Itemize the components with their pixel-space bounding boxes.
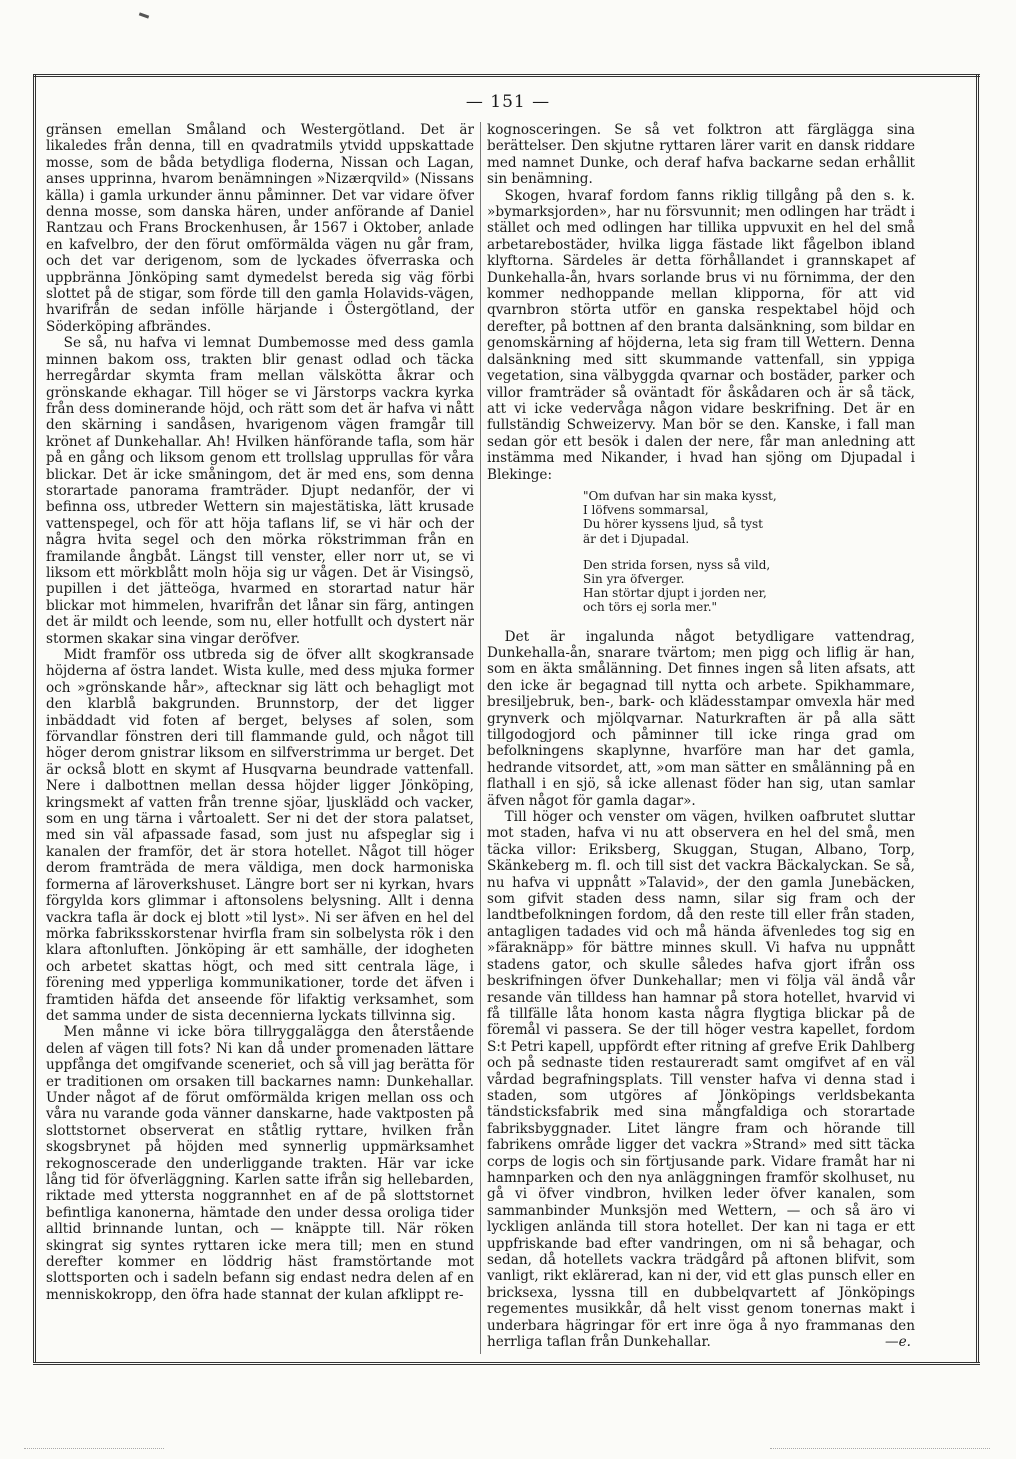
frame-left-rule [33,74,39,1362]
paragraph: Till höger och venster om vägen, hvilken oafbrutet sluttar mot staden, hafva vi nu att observera en hel del små, men täcka villor: Eriksberg, Skuggan, Stugan, Albano, Torp, Skänkeberg m. fl. och till sist det vackra Bäckalyckan. Se så, nu hafva vi uppnått »Talavid», der den gamla Junebäcken, som gifvit staden dess namn, silar sig fram och der landtbefolkningen fordom, då den reste till eller från staden, antagligen tadades vid och må hända äfvenledes tog sig en »färaknäpp» för bättre minnes skull. Vi hafva nu uppnått stadens gator, och skulle således hafva gjort ifrån oss beskrifningen öfver Dunkehallar; men vi följa väl ändå vår resande vän tilldess han hamnar på stora hotellet, hvarvid vi få tillfälle låta honom kasta några flygtiga blickar på de föremål vi passera. Se der till höger vestra kapellet, fordom S:t Petri kapell, uppfördt efter ritning af grefve Erik Dahlberg och på sednaste tiden restaureradt samt omgifvet af en väl vårdad begrafningsplats. Till venster hafva vi denna stad i staden, som utgöres af Jönköpings verldsbekanta tändsticksfabrik med sina mångfaldiga och storartade fabriksbyggnader. Litet längre fram och hörande till fabrikens område ligger det vackra »Strand» med sitt täcka corps de logis och sin förtjusande park. Vidare framåt har ni hamnparken och den nya anläggningen framför skolhuset, nu gå vi öfver vindbron, hvilken leder öfver kanalen, som sammanbinder Munksjön med Wettern, — och så äro vi lyckligen anlända till stora hotellet. Der kan ni taga er ett uppfriskande bad efter vandringen, om ni så behagar, och sedan, då hotellets vackra trädgård på aftonen blifvit, som vanligt, rikt eklärerad, kan ni der, vid ett glas punsch eller en bricksexa, lyssna till en dubbelqvartett af Jönköpings regementes musikkår, då helt visst genom tonernas makt i underbara hägringar för ert inre öga å nyo frammanas den herrliga taflan från Dunkehallar. [487,809,915,1351]
poem-line: I löfvens sommarsal, [583,503,709,518]
author-signature: —e. [885,1334,911,1351]
paragraph: Midt framför oss utbreda sig de öfver allt skogkransade höjderna af östra landet. Wista kulle, med dess mjuka former och »grönskande hår», aftecknar sig lätt och behagligt mot den klarblå bakgrunden. Brunnstorp, der det ligger inbäddadt vid foten af berget, belyses af solen, som förvandlar fönstren deri till flammande guld, och något till höger derom gnistrar liksom en silfverstrimma ur berget. Det är också blott en skymt af Husqvarna beundrade vattenfall. Nere i dalbottnen mellan dessa höjder ligger Jönköping, kringsmekt af vatten från trenne sjöar, ljusklädd och vacker, som en ung tärna i vårtoalett. Ser ni det der stora palatset, med sin väl afpassade fasad, som just nu afspeglar sig i kanalen der framför, det är stora hotellet. Något till höger derom framträda de mera väldiga, men dock harmoniska formerna af läroverkshuset. Längre bort ser ni kyrkan, hvars förgylda kors glimmar i aftonsolens belysning. Allt i denna vackra tafla är dock ej blott »til lyst». Ni ser äfven en hel del mörka fabriksskorstenar hvirfla fram sin solbelysta rök i den klara aftonluften. Jönköping är ett samhälle, der idogheten och arbetet skattas högt, och med sitt centrala läge, i förening med ypperliga kommunikationer, torde det äfven i framtiden häfda det anseende för lifaktig verksamhet, som det samma under de sista decennierna lyckats tillvinna sig. [46,647,474,1024]
page-number: — 151 — [465,92,551,112]
paragraph: Skogen, hvaraf fordom fanns riklig tillgång på den s. k. »bymarksjorden», har nu försvunnit; men odlingen har trädt i stället och med odlingen har tillika uppvuxit en hel del små arbetarebostäder, hvilka ligga fästade likt fågelbon ibland klyftorna. Särdeles är detta förhållandet i grannskapet af Dunkehalla-ån, hvars sorlande brus vi nu förnimma, der den kommer nedhoppande mellan klipporna, för att vid qvarnbron störta utför en ganska respektabel höjd och derefter, på bottnen af den branta dalsänkning, som bildar en genomskärning af höjderna, leta sig fram till Wettern. Denna dalsänkning med sitt skummande vattenfall, sin yppiga vegetation, sina välbyggda qvarnar och bostäder, parker och villor framträder så oväntadt för åskådaren och är så täck, att vi icke vedervåga någon vidare beskrifning. Det är en fullständig Schweizervy. Man bör se den. Kanske, i fall man sedan gör ett besök i dalen der nere, får man anledning att instämma med Nikander, i hvad han sjöng om Djupadal i Blekinge: [487,187,915,483]
poem-line: är det i Djupadal. [583,531,690,546]
paragraph: gränsen emellan Småland och Westergötland. Det är likaledes från denna, till en qvadratmils ytvidd uppskattade mosse, som de båda betydliga floderna, Nissan och Lagan, anses upprinna, hvarom benämningen »Nizærqvild» (Nissans källa) i gamla urkunder ännu påminner. Det var vidare öfver denna mosse, som danska hären, under anförande af Daniel Rantzau och Frans Brockenhusen, år 1567 i Oktober, anlade en kafvelbro, der den förut omförmälda vägen nu går fram, och det var derigenom, som de lyckades öfverraska och uppbränna Jönköping samt dymedelst bereda sig väg förbi slottet på de stigar, som förde till den gamla Holavids-vägen, hvarifrån de sedan infölle härjande i Östergötland, der Söderköping afbrändes. [46,122,474,335]
poem-line: "Om dufvan har sin maka kysst, [583,488,777,503]
poem-line: Den strida forsen, nyss så vild, [583,557,771,572]
paragraph: Se så, nu hafva vi lemnat Dumbemosse med dess gamla minnen bakom oss, trakten blir genast odlad och täcka herregårdar skymta fram mellan välskötta åkrar och grönskande ekhagar. Till höger se vi Järstorps vackra kyrka från dess dominerande höjd, och rätt som det är hafva vi nått den skärning i sandåsen, hvarigenom vägen framgår till krönet af Dunkehallar. Ah! Hvilken hänförande tafla, som här på en gång och liksom genom ett trollslag upprullas för våra blickar. Det är icke småningom, det är med ens, som denna storartade panorama framträder. Djupt nedanför, der vi befinna oss, utbreder Wettern sin majestätiska, lätt krusade vattenspegel, och för att höja taflans lif, se vi här och der några hvita segel och den mörka rökstrimman från en framilande ångbåt. Längst till venster, eller norr ut, se vi liksom ett mörkblått moln höja sig ur vågen. Det är Visingsö, pupillen i det jätteöga, hvarmed en storartad natur här blickar mot himmelen, hvarifrån det lånar sin färg, antingen det är mildt och leende, som nu, eller hotfullt och dystert när stormen skakar sina vingar deröfver. [46,335,474,647]
right-column [487,122,915,1351]
scan-artifact [770,1448,990,1451]
scan-mark [139,12,149,18]
paragraph: kognosceringen. Se så vet folktron att färglägga sina berättelser. Den skjutne ryttaren lärer varit en dansk riddare med namnet Dunke, och deraf hafva backarne sedan erhållit sin benämning. [487,122,915,188]
poem-line: och törs ej sorla mer." [583,600,718,615]
poem-stanza [583,489,915,546]
frame-right-rule [976,74,982,1362]
poem-line: Du hörer kyssens ljud, så tyst [583,517,763,532]
paragraph: Men månne vi icke böra tillryggalägga den återstående delen af vägen till fots? Ni kan då under promenaden lättare uppfånga det omgifvande sceneriet, och så vill jag berätta för er traditionen om orsaken till backarnes namn: Dunkehallar. Under något af de förut omförmälda krigen mellan oss och våra nu varande goda vänner danskarne, hade vaktposten på slottstornet observerat en ståtlig ryttare, hvilken från skogsbrynet på höjden med synnerlig uppmärksamhet rekognoscerade den underliggande trakten. Här var icke lång tid för öfverläggning. Karlen satte ifrån sig hellebarden, riktade med yttersta noggrannhet en af de på slottstornet befintliga kanonerna, hämtade den under dessa oroliga tider alltid brinnande luntan, och — knäppte till. När röken skingrat sig syntes ryttaren icke mera till; men en stund derefter kommer en löddrig häst framstörtande mot slottsporten och i sadeln befann sig endast nedra delen af en menniskokropp, den öfra hade stannat der kulan afklippt re- [46,1024,474,1303]
paragraph: Det är ingalunda något betydligare vattendrag, Dunkehalla-ån, snarare tvärtom; men pigg och liflig är han, som en äkta smålänning. Det finnes ingen så liten afsats, att den icke är begagnad till nytta och arbete. Spikhammare, bresiljebruk, ben-, bark- och klädesstampar omvexla här med grynverk och mjölqvarnar. Naturkraften är på alla sätt tillgodogjord och påminner till icke ringa grad om befolkningens skaplynne, hvarföre man har det gamla, hedrande vitsordet, att, »om man sätter en smålänning på en flathall i en sjö, så icke allenast föder han sig, utan samlar äfven något för gamla dagar». [487,628,915,809]
poem-line: Sin yra öfverger. [583,571,685,586]
poem-line: Han störtar djupt i jorden ner, [583,586,767,601]
poem-stanza [583,558,915,615]
column-divider [480,122,481,1354]
left-column [46,122,474,1303]
scan-artifact [24,1448,164,1451]
poem-quote [583,489,915,615]
